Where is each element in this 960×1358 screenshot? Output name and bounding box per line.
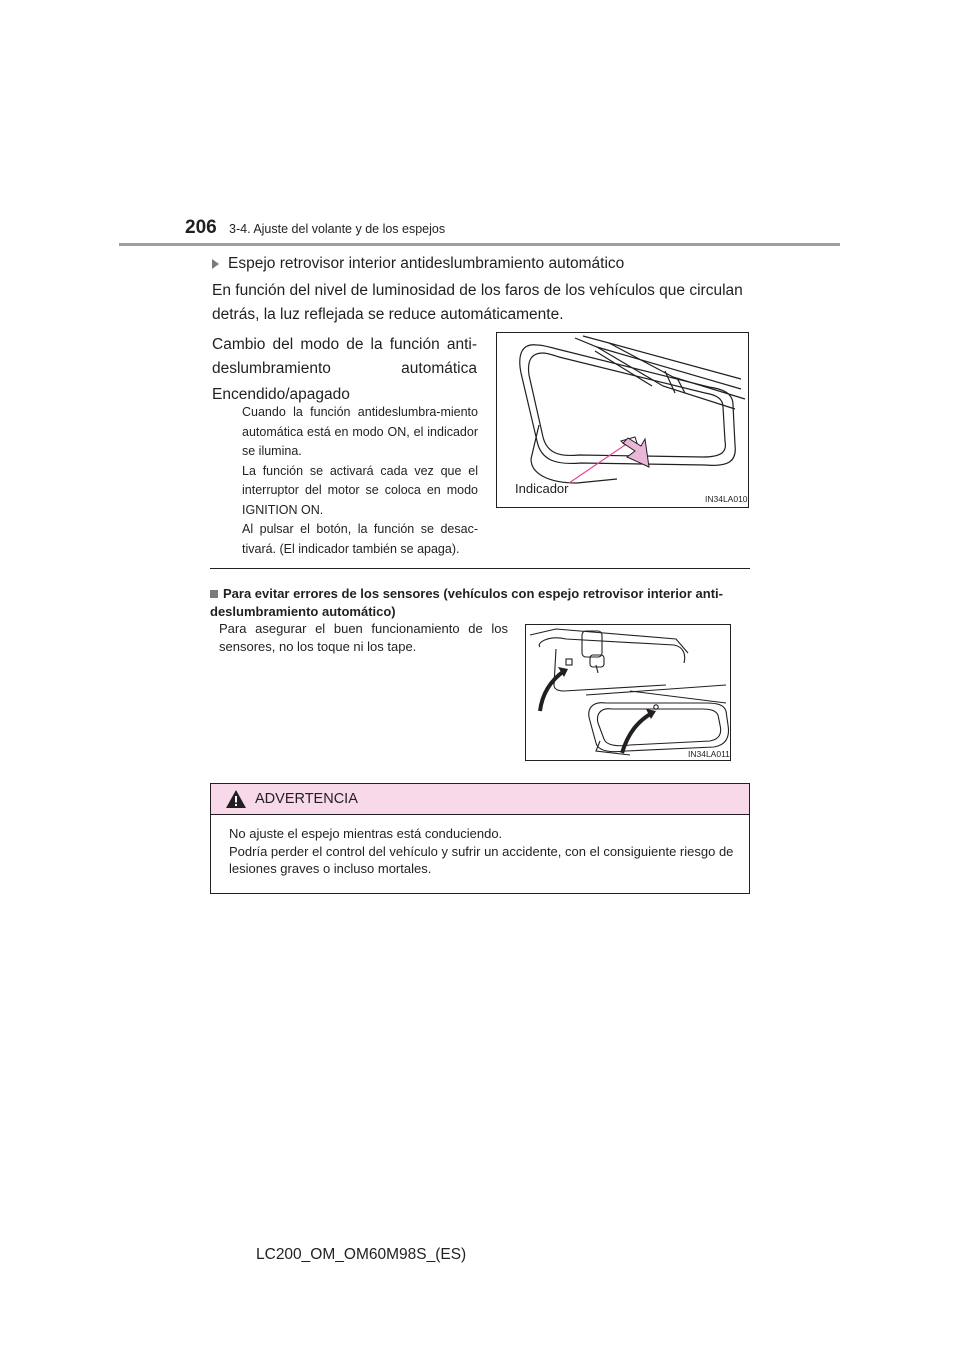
warning-text <box>229 825 749 878</box>
header-rule <box>119 243 840 246</box>
square-bullet-icon <box>210 590 218 598</box>
running-head: 3-4. Ajuste del volante y de los espejos <box>229 222 446 236</box>
mode-description <box>212 333 477 407</box>
triangle-bullet-icon <box>212 259 219 269</box>
detail-line: Cuando la función antideslumbra-miento automática está en modo ON, el indicador se ilumina. <box>242 405 478 458</box>
note-body: Para asegurar el buen funcionamiento de los sensores, no los toque ni los tape. <box>219 621 508 654</box>
note-heading <box>210 585 750 620</box>
intro-paragraph: En función del nivel de luminosidad de los faros de los vehículos que circulan detrás, la luz reflejada se reduce automáticamente. <box>212 282 743 323</box>
mirror-indicator-figure <box>496 332 749 508</box>
sensor-illustration <box>526 625 730 760</box>
sub-heading <box>212 255 624 273</box>
indicator-callout: Indicador <box>515 481 569 496</box>
warning-line: No ajuste el espejo mientras está conduciendo. <box>229 826 503 841</box>
detail-line: Al pulsar el botón, la función se desac-tivará. (El indicador también se apaga). <box>242 522 478 556</box>
warning-triangle-icon <box>225 789 247 809</box>
sensor-location-figure <box>525 624 731 761</box>
warning-title: ADVERTENCIA <box>255 791 358 807</box>
mode-details <box>242 403 478 559</box>
sub-heading-text: Espejo retrovisor interior antideslumbramiento automático <box>228 255 625 272</box>
figure-code: IN34LA010 <box>705 494 748 504</box>
mode-change-text: Cambio del modo de la función anti-deslumbramiento automática <box>212 336 477 377</box>
note-heading-text: Para evitar errores de los sensores (vehículos con espejo retrovisor interior anti-deslumbramiento automático) <box>210 586 723 619</box>
footer-code: LC200_OM_OM60M98S_(ES) <box>256 1246 467 1263</box>
warning-header <box>211 784 749 815</box>
on-off-text: Encendido/apagado <box>212 386 350 403</box>
page-number: 206 <box>185 217 217 238</box>
detail-line: La función se activará cada vez que el interruptor del motor se coloca en modo IGNITION ON. <box>242 463 478 517</box>
figure-code: IN34LA011 <box>688 749 730 759</box>
warning-line: Podría perder el control del vehículo y sufrir un accidente, con el consiguiente riesgo de lesiones graves o incluso mortales. <box>229 843 734 876</box>
section-divider <box>210 568 750 569</box>
warning-box <box>210 783 750 894</box>
